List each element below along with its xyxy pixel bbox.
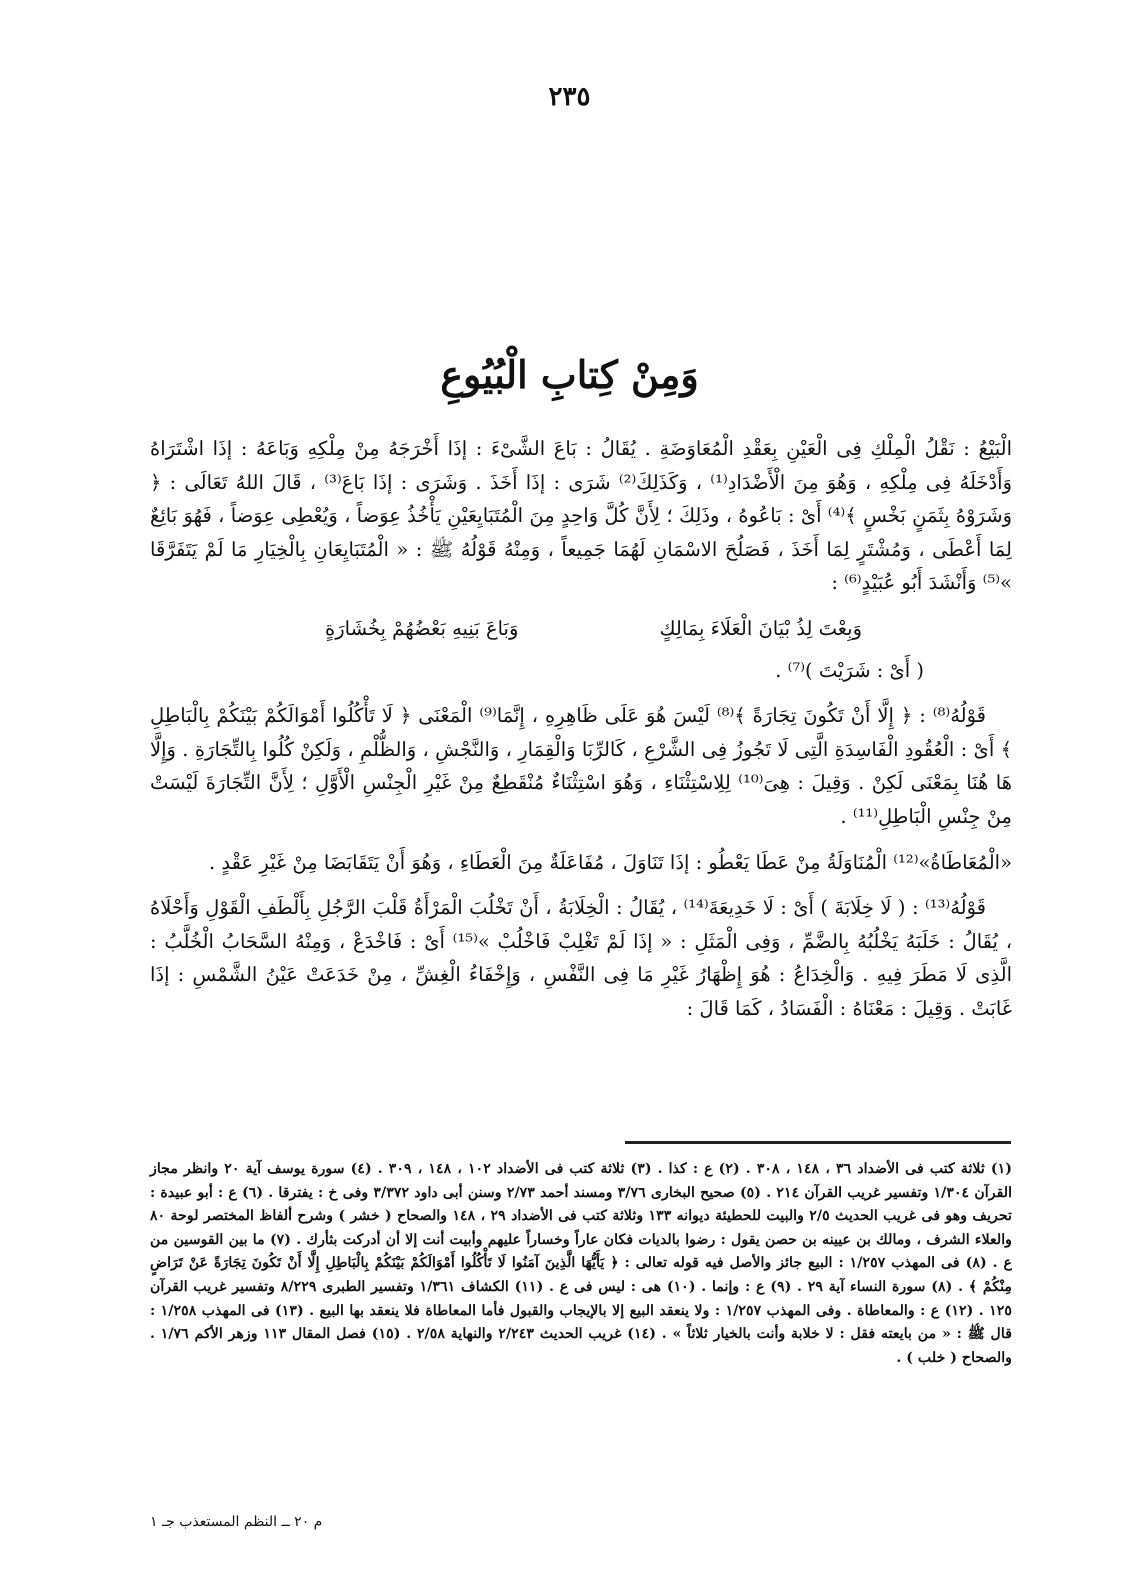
chapter-title: وَمِنْ كِتابِ الْبُيُوعِ bbox=[440, 352, 699, 397]
poem-verse bbox=[150, 612, 1012, 646]
paragraph-tijara: قَوْلُهُ⁽⁸⁾ : ﴿ إِلَّا أَنْ تَكُونَ تِجَارَةً ﴾⁽⁸⁾ لَيْسَ هُوَ عَلَى ظَاهِرِهِ ، إِنَّمَا⁽⁹⁾ الْمَعْنَى ﴿ لَا تَأْكُلُوا أَمْوَالَكُمْ بَيْنَكُمْ بِالْبَاطِلِ ﴾ أَىْ : الْعُقُودِ الْفَاسِدَةِ الَّتِى لَا تَجُوزُ فِى الشَّرْعِ ، كَالرِّبَا وَالْقِمَارِ ، وَالنَّجْشِ ، وَالظُّلْمِ ، وَلَكِنْ كُلُوا بِالتِّجَارَةِ . وَإِلَّا هَا هُنَا بِمَعْنَى لَكِنْ . وَقِيلَ : هِىَ⁽¹⁰⁾ لِلِاسْتِثْنَاءِ ، وَهُوَ اسْتِثْنَاءٌ مُنْقَطِعٌ مِنْ غَيْرِ الْجِنْسِ الْأَوَّلِ ؛ لِأَنَّ التِّجَارَةَ لَيْسَتْ مِنْ جِنْسِ الْبَاطِلِ⁽¹¹⁾ . bbox=[150, 704, 1012, 828]
paragraph-muataat: «الْمُعَاطَاةُ»⁽¹²⁾ الْمُنَاوَلَةُ مِنْ عَطَا يَعْطُو : إذَا تَنَاوَلَ ، مُفَاعَلَةٌ مِنَ الْعَطَاءِ ، وَهُوَ أَنْ يَتَقَابَضَا مِنْ غَيْرِ عَقْدٍ . bbox=[209, 850, 1012, 874]
footnote-divider bbox=[625, 1141, 1011, 1144]
verse-right-hemistich: وَبِعْتَ لِذُ بْيَانَ الْعَلَاءَ بِمَالِكٍ bbox=[659, 616, 862, 640]
main-text bbox=[150, 432, 1012, 1038]
page-number: ٢٣٥ bbox=[548, 82, 591, 112]
footnotes: (١) ثلاثة كتب فى الأضداد ٣٦ ، ١٤٨ ، ٣٠٨ . (٢) ع : كذا . (٣) ثلاثة كتب فى الأضداد ١٠٢ ، ١٤٨ ، ٣٠٩ . (٤) سورة يوسف آية ٢٠ وانظر مجاز القرآن ١/٣٠٤ وتفسير غريب القرآن ٢١٤ . (٥) صحيح البخارى ٣/٧٦ ومسند أحمد ٢/٧٣ وسنن أبى داود ٣/٣٧٢ وفى خ : يفترقا . (٦) ع : أبو عبيدة : تحريف وهو فى غريب الحديث ٢/٥ والبيت للحطيئة ديوانه ١٣٣ وثلاثة كتب فى الأضداد ٢٩ ، ١٤٨ والصحاح ( خشر ) وشرح ألفاظ المختصر لوحة ٨٠ والعلاء الشرف ، ومالك بن عيينه بن حصن يقول : رضوا بالديات فكان عاراً وخساراً عليهم وأبيت أنت إلا أن أدركت بثأرك . (٧) ما بين القوسين من ع . (٨) فى المهذب ١/٢٥٧ : البيع جائز والأصل فيه قوله تعالى : ﴿ يَأَيُّهَا الَّذِينَ آمَنُوا لَا تَأْكُلُوا أَمْوَالَكُمْ بَيْنَكُمْ بِالْبَاطِلِ إِلَّا أَنْ تَكُونَ تِجَارَةً عَنْ تَرَاضٍ مِنْكُمْ ﴾ . (٨) سورة النساء آية ٢٩ . (٩) ع : وإنما . (١٠) هى : ليس فى ع . (١١) الكشاف ١/٣٦١ وتفسير الطبرى ٨/٢٢٩ وتفسير غريب القرآن ١٢٥ . (١٢) ع : والمعاطاة . وفى المهذب ١/٢٥٧ : ولا ينعقد البيع إلا بالإيجاب والقبول فأما المعاطاة فلا ينعقد بها البيع . (١٣) فى المهذب ١/٢٥٨ : قال ﷺ : « من بايعته فقل : لا خلابة وأنت بالخيار ثلاثاً » . (١٤) غريب الحديث ٢/٢٤٣ والنهاية ٢/٥٨ . (١٥) فصل المقال ١١٣ وزهر الأكم ١/٧٦ . والصحاح ( خلب ) . bbox=[150, 1161, 1013, 1366]
verse-note: ( أَىْ : شَرَيْتَ )⁽⁷⁾ . bbox=[775, 658, 924, 682]
printer-signature: م ٢٠ ــ النظم المستعذب جـ ١ bbox=[150, 1514, 323, 1530]
paragraph-khilaba: قَوْلُهُ⁽¹³⁾ : ( لَا خِلَابَةَ ) أَىْ : لَا خَدِيعَةَ⁽¹⁴⁾ ، يُقَالُ : الْخِلَابَةُ ، أَنْ تَخْلُبَ الْمَرْأَةُ قَلْبَ الرَّجُلِ بِأَلْطَفِ الْقَوْلِ وَأَحْلَاهُ ، يُقَالُ : خَلَبَهُ يَخْلُبُهُ بِالضَّمِّ ، وَفِى الْمَثَلِ : « إذَا لَمْ تَغْلِبْ فَاخْلُبْ »⁽¹⁵⁾ أَىْ : فَاخْدَعْ ، وَمِنْهُ السَّحَابُ الْخُلَّبُ : الَّذِى لَا مَطَرَ فِيهِ . وَالْخِدَاعُ : هُوَ إِظْهَارُ غَيْرِ مَا فِى النَّفْسِ ، وَإِخْفَاءُ الْغِشِّ ، مِنْ خَدَعَتْ عَيْنُ الشَّمْسِ : إذَا غَابَتْ . وَقِيلَ : مَعْنَاهُ : الْفَسَادُ ، كَمَا قَالَ : bbox=[150, 896, 1012, 1020]
verse-left-hemistich: وَبَاعَ بَنِيهِ بَعْضُهُمْ بِخُشَارَةٍ bbox=[325, 616, 519, 640]
paragraph-bay: الْبَيْعُ : نَقْلُ الْمِلْكِ فِى الْعَيْنِ بِعَقْدِ الْمُعَاوَضَةِ . يُقَالُ : بَاعَ الشَّىْءَ : إذَا أَخْرَجَهُ مِنْ مِلْكِهِ وَبَاعَهُ : إذَا اشْتَرَاهُ وَأَدْخَلَهُ فِى مِلْكِهِ ، وَهُوَ مِنَ الْأَضْدَادِ⁽¹⁾ ، وَكَذَلِكَ⁽²⁾ شَرَى : إذَا أَخَذَ . وَشَرَى : إذَا بَاعَ⁽³⁾ ، قَالَ اللهُ تَعَالَى : ﴿ وَشَرَوْهُ بِثَمَنٍ بَخْسٍ ﴾⁽⁴⁾ أَىْ : بَاعُوهُ ، وذَلِكَ ؛ لِأَنَّ كُلَّ وَاحِدٍ مِنَ الْمُتَبَايِعَيْنِ يَأْخُذُ عِوَضاً ، وَيُعْطِى عِوَضاً ، فَهُوَ بَائِعٌ لِمَا أَعْطَى ، وَمُشْتَرٍ لِمَا أَخَذَ ، فَصَلُحَ الاسْمَانِ لَهُمَا جَمِيعاً ، وَمِنْهُ قَوْلُهُ ﷺ : « الْمُتَبَايِعَانِ بِالْخِيَارِ مَا لَمْ يَتَفَرَّقَا »⁽⁵⁾ وَأَنْشَدَ أَبُو عُبَيْدٍ⁽⁶⁾ : bbox=[150, 437, 1012, 595]
